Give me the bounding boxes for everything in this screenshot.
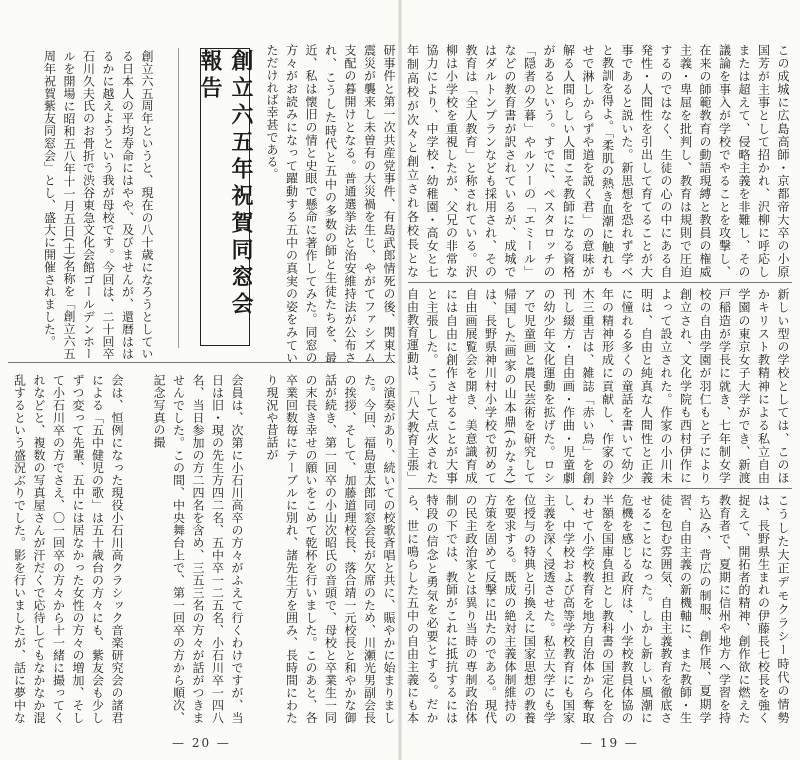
- page-number-left: — 20 —: [172, 736, 231, 750]
- right-bottom-column: こうした大正デモクラシー時代の情勢は、長野県生まれの伊藤長七校長を強く捉えて、開拓者的精神、創作欲に燃えた教育者で、夏期に信州や地方へ学習を持ち込み、背広の制服、創作展、夏期学習、自由主義の新機軸に、また教師・生徒を包む雰囲気、自由主義教育を徹底させることになった。しかし新しい風潮に危機を感じる政府は、小学校教員体協の半額を国庫負担とし教科書の国定化を合わせて小学校教育を地方自治体から奪取し、中学校および高等学校教育にも国家主義を深く浸透させた。私立大学にも学位授与の特典と引換えに国家思想の教養を要求する。既成の絶対主義体制維持の方策を固めて反撃に出たのである。現代の民主政治家とは異り当時の専制政治体制の下では、教師がこれに抵抗するには特段の信念と勇気を必要とする。だから、世に鳴らした五中の自由主義にも本: [406, 494, 790, 724]
- left-bottom-column-c: の演奏があり、続いての校歌斉唱と共に、賑やかに始まりました。今回、福島恵太郎同窓会長が欠席のため、川瀬光男副会長の挨拶、そして、加藤道理校長、落合靖一元校長と和やかな御話が続き、第一回卒の小山次昭氏の音頭で、母校と卒業生一同の末長き幸せの願いをこめて乾杯を行いました。このあと、各卒業回数毎にテーブルに別れ、諸先生方を囲み、長時間にわたり現況や昔話が: [265, 374, 396, 724]
- column-divider: [178, 48, 179, 348]
- section-title: 創立六五年祝賀同窓会報告: [200, 48, 250, 346]
- left-bottom-column-a: 会は、恒例になった現役小石川高クラシック音楽研究会の諸君による「五中健児の歌」は五十歳台の方々にも、紫友会も少しずつ変って先輩、五中には居なかった女性の方々の増加、そして小石川卒の方でさえ、〇一回卒の方々から十一緒に撮ってくれなどと、複数の写真屋さんが汗だくで応待してもなかなか混乱するという盛況ぶりでした。影を行いましたが、話に夢中な: [12, 374, 124, 724]
- right-mid-column: 新しい型の学校としては、このほかキリスト教精神による私立自由学園の東京女子大学ができ、新渡戸稲造が学長に就き、七年制女学校の自由学園が羽仁もと子により創立され、文化学院も西村伊作によって設立された。作家の小川未明は、自由と純真な人間性と正義に憧れる多くの童話を書いて幼少年の精神形成に貢献し、作家の鈴木三重吉は、雑誌「赤い鳥」を創刊し綴方・自由画・作曲・児童劇の幼少年文化運動を拡げた。ロシアで児童画と農民芸術を研究して帰国した画家の山本鼎(かなえ)は、長野県神川村小学校で初めて自由画展覧会を開き、美意識育成には自由に創作させることが大事と主張した。こうして点火された自由教育運動は、「八大教育主張」: [406, 288, 790, 484]
- right-top-column: この成城に広島高師・京都帝大卒の小原国芳が主事として招かれ、沢柳に呼応しまたは超えて、侵略主義を非難し、その議論を事入が学校でやることを攻撃し、在来の師範教育の動語現縛と教員の権威主義・卑屈を批判し、教育は規則で圧迫するのではなく、生徒の心の中にある自発性・人間性を引出して育てることが大事であると説いた。新思想を恐れず学べと教訓を得よ。「柔肌の熱き血潮に触れもせで淋しからずや道を説く君」の意味が解る人間らしい人間こそ教師になる資格があるという。すでに、ペスタロッチの「隠者の夕暮」やルソーの「エミール」などの教育書が訳されているが、成城ではダルトンプランなども採用され、その教育は「全人教育」と称されている。沢柳は小学校を重視したが、父兄の非常な協力により、中学校・幼稚園・高女と七年制高校が次々と創立され各校長とな: [406, 44, 790, 278]
- left-top-column-b: 研事件と第一次共産党事件、有島武郎情死の後、関東大震災が襲来し未曽有の大災禍を生じ、やがてファシズム支配の暮開けとなる。普通選挙法と治安維持法が公布され、こうした時代と五中の多数の師と生徒たちを、最近、私は懐旧の情と史眼で懸命に著作してみた。同窓の方々がお読みになって躍動する五中の真実の姿をみていただければ幸甚である。: [258, 44, 398, 364]
- left-bottom-column-b: 会員は、次第に小石川高卒の方々がふえて行くわけですが、当日は旧・現の先生方四二名、五中卒一二五名、小石川卒一四八名、当日参加の方二四名を含め、三五三名の方々が話がつきませんでした。この間、中央舞台上で、第一回卒の方から順次、記念写真の撮: [152, 374, 244, 724]
- section-break-asterisks: [258, 44, 262, 364]
- page-number-right: — 19 —: [580, 736, 639, 750]
- right-page: [400, 0, 800, 760]
- horizontal-divider: [8, 362, 392, 363]
- left-top-column-a: 創立六五周年というと、現在の八十歳になろうとしている日本人の平均寿命にはやや、及びませんが、還暦ははるかに越えようという我が母校です。今回は、二十回卒石川久夫氏のお骨折で渋谷東急文化会館ゴールデンホールを開場に昭和五八年十一月五日(土)名称を「創立六五周年祝賀紫友同窓会」とし、盛大に開催されました。: [42, 50, 154, 360]
- horizontal-divider-lower: [408, 488, 792, 489]
- horizontal-divider-upper: [408, 282, 792, 283]
